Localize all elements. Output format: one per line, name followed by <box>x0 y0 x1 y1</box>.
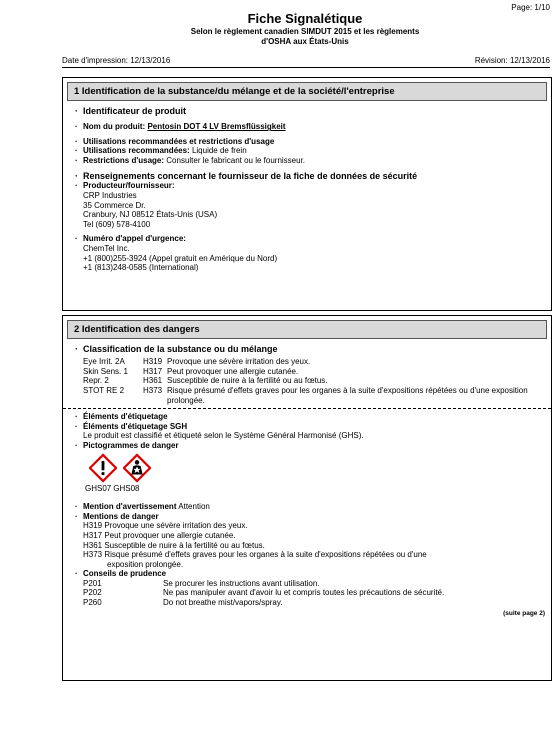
producer-line: CRP Industries <box>83 190 137 200</box>
section-1-header: 1 Identification de la substance/du mélange et de la société/l'entreprise <box>67 82 547 101</box>
producer-line: 35 Commerce Dr. <box>83 200 146 210</box>
signal-word-line <box>77 502 545 512</box>
hazard-class: Skin Sens. 1 <box>83 366 128 376</box>
emergency-line: +1 (813)248-0585 (International) <box>83 263 199 273</box>
danger-statement: H317 Peut provoquer une allergie cutanée. <box>83 530 236 540</box>
hazard-text: Provoque une sévère irritation des yeux. <box>167 357 311 367</box>
restrictions-value: Consulter le fabricant ou le fournisseur. <box>166 155 306 165</box>
identifier-heading: · Identificateur de produit <box>77 106 545 117</box>
section-2-header: 2 Identification des dangers <box>67 320 547 339</box>
section-2-body <box>63 344 551 617</box>
pictogram-code: GHS07 <box>85 483 112 493</box>
pictogram-row <box>77 454 545 482</box>
precaution-row <box>77 579 545 589</box>
product-name: Pentosin DOT 4 LV Bremsflüssigkeit <box>147 122 286 132</box>
sgh-text: Le produit est classifié et étiqueté selon le Système Général Harmonisé (GHS). <box>83 431 364 441</box>
precaution-text: Ne pas manipuler avant d'avoir lu et compris toutes les précautions de sécurité. <box>163 588 445 598</box>
hazard-row <box>77 386 545 405</box>
hazard-class: STOT RE 2 <box>83 385 125 395</box>
precaution-code: P202 <box>83 588 102 598</box>
exclamation-mark-pictogram-icon <box>89 454 117 482</box>
danger-heading: · Mentions de danger <box>77 512 545 522</box>
hazard-text: Peut provoquer une allergie cutanée. <box>167 366 299 376</box>
hazard-class: Repr. 2 <box>83 376 109 386</box>
sgh-heading: · Éléments d'étiquetage SGH <box>77 422 545 432</box>
danger-statement: H373 Risque présumé d'effets graves pour les organes à la suite d'expositions répétées ou d'une <box>83 550 427 560</box>
precaution-row <box>77 598 545 608</box>
product-label: Nom du produit: <box>83 122 146 132</box>
print-date: Date d'impression: 12/13/2016 <box>62 56 171 65</box>
hazard-text: Susceptible de nuire à la fertilité ou au fœtus. <box>167 376 328 386</box>
hazard-code: H317 <box>143 366 163 376</box>
section-1 <box>62 77 552 311</box>
pictogram-labels <box>77 484 545 494</box>
pictograms-heading: · Pictogrammes de danger <box>77 441 545 451</box>
precaution-heading: · Conseils de prudence <box>77 569 545 579</box>
uses-label: Utilisations recommandées: <box>83 146 190 156</box>
label-elements-heading: · Éléments d'étiquetage <box>77 412 545 422</box>
danger-statement: exposition prolongée. <box>107 559 184 569</box>
revision-date: Révision: 12/13/2016 <box>474 56 550 65</box>
header-divider <box>62 67 550 68</box>
hazard-row <box>77 376 545 386</box>
hazard-text: Risque présumé d'effets graves pour les organes à la suite d'expositions répétées ou d'une exposition prolongée. <box>167 385 528 405</box>
precaution-code: P201 <box>83 578 102 588</box>
restrictions-line <box>77 156 545 166</box>
precaution-text: Do not breathe mist/vapors/spray. <box>163 598 283 608</box>
restrictions-label: Restrictions d'usage: <box>83 155 165 165</box>
section-1-body <box>63 106 551 272</box>
pictogram-code: GHS08 <box>113 483 140 493</box>
continued-note: (suite page 2) <box>503 609 545 617</box>
uses-heading: · Utilisations recommandées et restrictions d'usage <box>77 137 545 147</box>
hazard-class: Eye Irrit. 2A <box>83 357 125 367</box>
producer-line: Tel (609) 578-4100 <box>83 219 151 229</box>
hazard-code: H373 <box>143 385 163 395</box>
danger-statement: H361 Susceptible de nuire à la fertilité ou au fœtus. <box>83 540 265 550</box>
supplier-heading: · Renseignements concernant le fournisseur de la fiche de données de sécurité <box>77 171 545 182</box>
document-title: Fiche Signalétique <box>247 11 363 26</box>
uses-line <box>77 146 545 156</box>
hazard-row <box>77 357 545 367</box>
producer-label: · Producteur/fournisseur: <box>77 181 545 191</box>
uses-value: Liquide de frein <box>191 146 247 156</box>
hazard-code: H319 <box>143 357 163 367</box>
precaution-code: P260 <box>83 598 102 608</box>
precaution-text: Se procurer les instructions avant utilisation. <box>163 578 320 588</box>
document-subtitle-2: d'OSHA aux États-Unis <box>261 37 349 46</box>
signal-label: Mention d'avertissement <box>83 502 177 512</box>
producer-line: Cranbury, NJ 08512 États-Unis (USA) <box>83 210 218 220</box>
emergency-label: · Numéro d'appel d'urgence: <box>77 234 545 244</box>
page-number: Page: 1/10 <box>511 3 550 12</box>
emergency-line: ChemTel Inc. <box>83 243 130 253</box>
danger-statement: H319 Provoque une sévère irritation des yeux. <box>83 521 248 531</box>
emergency-line: +1 (800)255-3924 (Appel gratuit en Amérique du Nord) <box>83 253 278 263</box>
hazard-code: H361 <box>143 376 163 386</box>
section-divider <box>63 408 551 409</box>
health-hazard-pictogram-icon <box>123 454 151 482</box>
document-subtitle: Selon le règlement canadien SIMDUT 2015 et les règlements <box>190 27 420 36</box>
signal-value: Attention <box>178 502 210 512</box>
product-name-line <box>77 122 545 132</box>
hazard-row <box>77 367 545 377</box>
classification-heading: · Classification de la substance ou du mélange <box>77 344 545 355</box>
section-2 <box>62 315 552 681</box>
precaution-row <box>77 588 545 598</box>
